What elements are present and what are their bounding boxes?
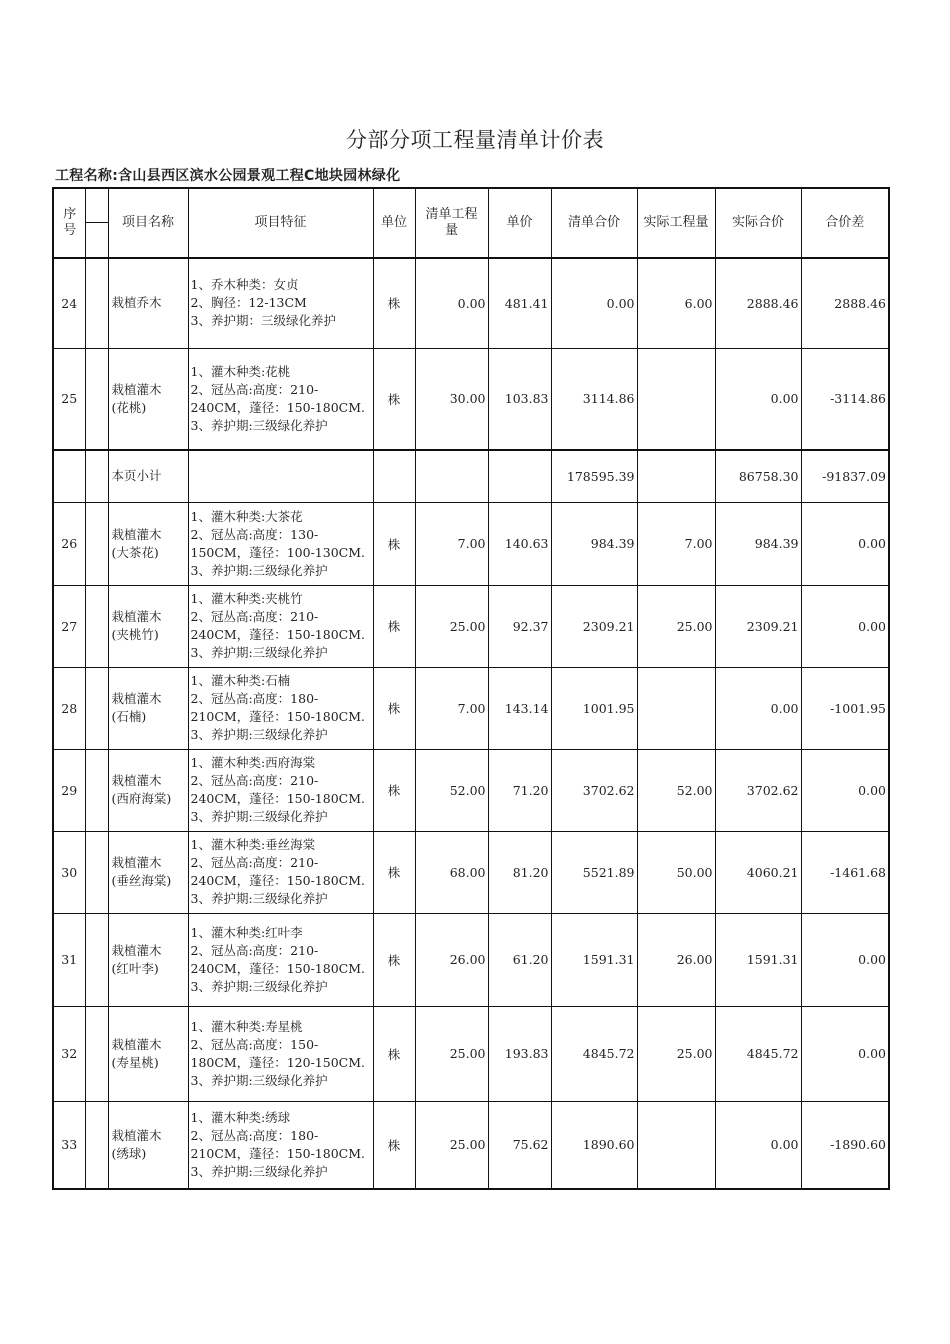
cell-name-line: (西府海棠) xyxy=(111,791,172,806)
cell-actual-qty: 7.00 xyxy=(637,502,715,585)
header-unit: 单位 xyxy=(373,188,415,258)
cell-name-line: 栽植灌木 xyxy=(111,381,162,397)
cell-feature xyxy=(188,667,373,749)
cell-feature-line: 1、乔木种类：女贞 xyxy=(190,277,299,293)
cell-total: 1001.95 xyxy=(551,667,637,749)
cell-feature xyxy=(188,585,373,667)
cell-name-line: (绣球) xyxy=(111,1145,147,1161)
cell-mark xyxy=(85,831,108,913)
cell-name-line: 本页小计 xyxy=(111,468,162,484)
cell-feature-line: 3、养护期:三级绿化养护 xyxy=(190,891,328,906)
cell-price: 103.83 xyxy=(488,348,551,450)
cell-diff: 0.00 xyxy=(801,913,889,1006)
cell-actual-total: 3702.62 xyxy=(715,749,801,831)
cell-feature-line: 210CM，蓬径：150-180CM. xyxy=(190,709,365,724)
cell-feature-line: 1、灌木种类:夹桃竹 xyxy=(190,591,303,606)
cell-feature-line: 3、养护期:三级绿化养护 xyxy=(190,1163,328,1179)
cell-total: 1890.60 xyxy=(551,1101,637,1189)
cell-feature-line: 240CM，蓬径：150-180CM. xyxy=(190,627,365,642)
cell-actual-qty xyxy=(637,450,715,502)
cell-feature-line: 2、冠丛高:高度：210- xyxy=(190,609,319,624)
cell-name-line: 栽植乔木 xyxy=(111,295,162,311)
table-row xyxy=(53,585,889,667)
cell-feature-line: 3、养护期:三级绿化养护 xyxy=(190,727,328,742)
cell-actual-total: 86758.30 xyxy=(715,450,801,502)
cell-total: 3114.86 xyxy=(551,348,637,450)
cell-price: 193.83 xyxy=(488,1006,551,1101)
cell-price: 71.20 xyxy=(488,749,551,831)
cell-diff: 0.00 xyxy=(801,1006,889,1101)
cell-feature-line: 3、养护期:三级绿化养护 xyxy=(190,978,328,994)
cell-actual-qty xyxy=(637,667,715,749)
cell-actual-total: 0.00 xyxy=(715,1101,801,1189)
cell-name-line: 栽植灌木 xyxy=(111,1036,162,1052)
project-name: 工程名称:含山县西区滨水公园景观工程C地块园林绿化 xyxy=(55,168,401,184)
cell-mark xyxy=(85,502,108,585)
cell-feature-line: 1、灌木种类:大茶花 xyxy=(190,508,303,524)
cell-seq: 27 xyxy=(53,585,85,667)
cell-feature-line: 150CM，蓬径：100-130CM. xyxy=(190,544,365,560)
cell-diff: -1890.60 xyxy=(801,1101,889,1189)
cell-name-line: 栽植灌木 xyxy=(111,1127,162,1143)
cell-name xyxy=(108,502,188,585)
cell-feature-line: 3、养护期:三级绿化养护 xyxy=(190,809,328,824)
cell-name-line: (寿星桃) xyxy=(111,1054,159,1070)
cell-actual-total: 2309.21 xyxy=(715,585,801,667)
cell-unit: 株 xyxy=(373,1101,415,1189)
cell-name xyxy=(108,585,188,667)
cell-qty: 25.00 xyxy=(415,585,488,667)
cell-qty: 68.00 xyxy=(415,831,488,913)
cell-mark xyxy=(85,667,108,749)
cell-price: 140.63 xyxy=(488,502,551,585)
cell-seq: 24 xyxy=(53,258,85,348)
cell-feature-line: 240CM，蓬径：150-180CM. xyxy=(190,960,365,976)
cell-total: 4845.72 xyxy=(551,1006,637,1101)
table-row xyxy=(53,831,889,913)
cell-feature-line: 1、灌木种类:西府海棠 xyxy=(190,755,316,770)
cell-name xyxy=(108,1006,188,1101)
cell-name-line: 栽植灌木 xyxy=(111,942,162,958)
cell-feature xyxy=(188,258,373,348)
cell-total: 2309.21 xyxy=(551,585,637,667)
cell-name xyxy=(108,749,188,831)
cell-seq: 31 xyxy=(53,913,85,1006)
cell-name-line: 栽植灌木 xyxy=(111,526,162,542)
cell-diff: 0.00 xyxy=(801,749,889,831)
cell-name-line: 栽植灌木 xyxy=(111,691,162,706)
cell-total: 178595.39 xyxy=(551,450,637,502)
cell-unit: 株 xyxy=(373,348,415,450)
cell-feature xyxy=(188,1101,373,1189)
cell-unit: 株 xyxy=(373,749,415,831)
cell-feature-line: 1、灌木种类:石楠 xyxy=(190,673,291,688)
cell-name-line: (花桃) xyxy=(111,399,147,415)
cell-name-line: 栽植灌木 xyxy=(111,773,162,788)
cell-seq: 28 xyxy=(53,667,85,749)
cell-mark xyxy=(85,585,108,667)
cell-diff: 0.00 xyxy=(801,502,889,585)
cell-feature-line: 3、养护期:三级绿化养护 xyxy=(190,562,328,578)
table-row xyxy=(53,749,889,831)
cell-feature-line: 3、养护期：三级绿化养护 xyxy=(190,313,336,329)
cell-seq: 33 xyxy=(53,1101,85,1189)
cell-actual-qty: 52.00 xyxy=(637,749,715,831)
cell-feature-line: 180CM，蓬径：120-150CM. xyxy=(190,1054,365,1070)
header-mark xyxy=(85,188,108,258)
table-row xyxy=(53,258,889,348)
header-feature: 项目特征 xyxy=(188,188,373,258)
cell-qty: 7.00 xyxy=(415,667,488,749)
cell-diff: -3114.86 xyxy=(801,348,889,450)
cell-seq: 32 xyxy=(53,1006,85,1101)
cell-price: 61.20 xyxy=(488,913,551,1006)
cell-qty: 52.00 xyxy=(415,749,488,831)
cell-price: 143.14 xyxy=(488,667,551,749)
cell-qty: 25.00 xyxy=(415,1006,488,1101)
cell-name xyxy=(108,258,188,348)
cell-feature xyxy=(188,913,373,1006)
cell-feature-line: 2、冠丛高:高度：210- xyxy=(190,381,319,397)
cell-qty: 0.00 xyxy=(415,258,488,348)
cell-diff: -1461.68 xyxy=(801,831,889,913)
cell-feature-line: 1、灌木种类:垂丝海棠 xyxy=(190,837,316,852)
cell-feature-line: 2、冠丛高:高度：180- xyxy=(190,1127,319,1143)
cell-diff: 0.00 xyxy=(801,585,889,667)
cell-price: 481.41 xyxy=(488,258,551,348)
cell-feature-line: 1、灌木种类:寿星桃 xyxy=(190,1018,303,1034)
cell-name-line: (大茶花) xyxy=(111,544,159,560)
cell-feature-line: 1、灌木种类:花桃 xyxy=(190,363,291,379)
cell-seq xyxy=(53,450,85,502)
cell-name-line: (垂丝海棠) xyxy=(111,873,172,888)
cell-actual-total: 984.39 xyxy=(715,502,801,585)
cell-unit: 株 xyxy=(373,585,415,667)
table-row xyxy=(53,913,889,1006)
cell-actual-total: 1591.31 xyxy=(715,913,801,1006)
header-actual-qty: 实际工程量 xyxy=(637,188,715,258)
cell-name xyxy=(108,450,188,502)
cell-feature-line: 240CM，蓬径：150-180CM. xyxy=(190,791,365,806)
cell-mark xyxy=(85,749,108,831)
cell-name-line: (红叶李) xyxy=(111,960,159,976)
cell-name xyxy=(108,667,188,749)
cell-feature-line: 210CM，蓬径：150-180CM. xyxy=(190,1145,365,1161)
cell-seq: 30 xyxy=(53,831,85,913)
cell-total: 3702.62 xyxy=(551,749,637,831)
cell-feature-line: 2、冠丛高:高度：150- xyxy=(190,1036,319,1052)
cell-qty: 26.00 xyxy=(415,913,488,1006)
table-row xyxy=(53,667,889,749)
cell-feature-line: 240CM，蓬径：150-180CM. xyxy=(190,399,365,415)
cell-mark xyxy=(85,1006,108,1101)
cell-seq: 29 xyxy=(53,749,85,831)
cell-feature xyxy=(188,450,373,502)
cell-name-line: (石楠) xyxy=(111,709,147,724)
page-title: 分部分项工程量清单计价表 xyxy=(346,128,604,152)
cell-feature-line: 3、养护期:三级绿化养护 xyxy=(190,1072,328,1088)
cell-feature-line: 2、冠丛高:高度：130- xyxy=(190,526,319,542)
cell-name xyxy=(108,831,188,913)
header-seq: 序号 xyxy=(53,188,85,258)
cell-feature xyxy=(188,348,373,450)
cell-mark xyxy=(85,913,108,1006)
cell-feature-line: 1、灌木种类:绣球 xyxy=(190,1109,291,1125)
cell-name-line: 栽植灌木 xyxy=(111,855,162,870)
cell-seq: 26 xyxy=(53,502,85,585)
cell-feature-line: 2、胸径：12-13CM xyxy=(190,295,307,311)
cell-price xyxy=(488,450,551,502)
cell-actual-total: 0.00 xyxy=(715,348,801,450)
cell-actual-total: 2888.46 xyxy=(715,258,801,348)
cell-mark xyxy=(85,450,108,502)
cell-seq: 25 xyxy=(53,348,85,450)
cell-unit: 株 xyxy=(373,1006,415,1101)
cell-unit: 株 xyxy=(373,667,415,749)
cell-name-line: (夹桃竹) xyxy=(111,627,159,642)
cell-actual-total: 0.00 xyxy=(715,667,801,749)
cell-qty: 7.00 xyxy=(415,502,488,585)
cell-qty xyxy=(415,450,488,502)
cell-actual-qty xyxy=(637,348,715,450)
header-qty: 清单工程量 xyxy=(415,188,488,258)
cell-diff: 2888.46 xyxy=(801,258,889,348)
cell-actual-qty: 25.00 xyxy=(637,585,715,667)
cell-mark xyxy=(85,1101,108,1189)
cell-name xyxy=(108,913,188,1006)
cell-actual-total: 4060.21 xyxy=(715,831,801,913)
pricing-table xyxy=(52,187,890,1190)
cell-actual-total: 4845.72 xyxy=(715,1006,801,1101)
cell-feature-line: 2、冠丛高:高度：210- xyxy=(190,855,319,870)
cell-feature xyxy=(188,1006,373,1101)
cell-unit xyxy=(373,450,415,502)
cell-feature-line: 3、养护期:三级绿化养护 xyxy=(190,645,328,660)
cell-feature-line: 1、灌木种类:红叶李 xyxy=(190,924,303,940)
cell-actual-qty: 25.00 xyxy=(637,1006,715,1101)
cell-name xyxy=(108,348,188,450)
cell-price: 75.62 xyxy=(488,1101,551,1189)
cell-total: 1591.31 xyxy=(551,913,637,1006)
cell-qty: 30.00 xyxy=(415,348,488,450)
cell-unit: 株 xyxy=(373,831,415,913)
table-row xyxy=(53,1006,889,1101)
cell-actual-qty: 26.00 xyxy=(637,913,715,1006)
cell-diff: -91837.09 xyxy=(801,450,889,502)
cell-actual-qty: 50.00 xyxy=(637,831,715,913)
header-actual-total: 实际合价 xyxy=(715,188,801,258)
cell-feature-line: 2、冠丛高:高度：180- xyxy=(190,691,319,706)
cell-feature xyxy=(188,831,373,913)
cell-feature-line: 2、冠丛高:高度：210- xyxy=(190,773,319,788)
cell-actual-qty xyxy=(637,1101,715,1189)
table-row xyxy=(53,348,889,450)
cell-feature-line: 240CM，蓬径：150-180CM. xyxy=(190,873,365,888)
table-row xyxy=(53,502,889,585)
header-diff: 合价差 xyxy=(801,188,889,258)
cell-price: 92.37 xyxy=(488,585,551,667)
cell-unit: 株 xyxy=(373,913,415,1006)
cell-name-line: 栽植灌木 xyxy=(111,609,162,624)
cell-price: 81.20 xyxy=(488,831,551,913)
cell-mark xyxy=(85,258,108,348)
header-price: 单价 xyxy=(488,188,551,258)
cell-actual-qty: 6.00 xyxy=(637,258,715,348)
cell-feature-line: 2、冠丛高:高度：210- xyxy=(190,942,319,958)
cell-unit: 株 xyxy=(373,258,415,348)
table-header-row xyxy=(53,188,889,258)
cell-unit: 株 xyxy=(373,502,415,585)
cell-total: 0.00 xyxy=(551,258,637,348)
header-total: 清单合价 xyxy=(551,188,637,258)
subtotal-row xyxy=(53,450,889,502)
cell-mark xyxy=(85,348,108,450)
table-row xyxy=(53,1101,889,1189)
cell-qty: 25.00 xyxy=(415,1101,488,1189)
cell-total: 984.39 xyxy=(551,502,637,585)
header-name: 项目名称 xyxy=(108,188,188,258)
cell-feature xyxy=(188,749,373,831)
cell-feature-line: 3、养护期:三级绿化养护 xyxy=(190,417,328,433)
cell-name xyxy=(108,1101,188,1189)
cell-total: 5521.89 xyxy=(551,831,637,913)
cell-feature xyxy=(188,502,373,585)
cell-diff: -1001.95 xyxy=(801,667,889,749)
